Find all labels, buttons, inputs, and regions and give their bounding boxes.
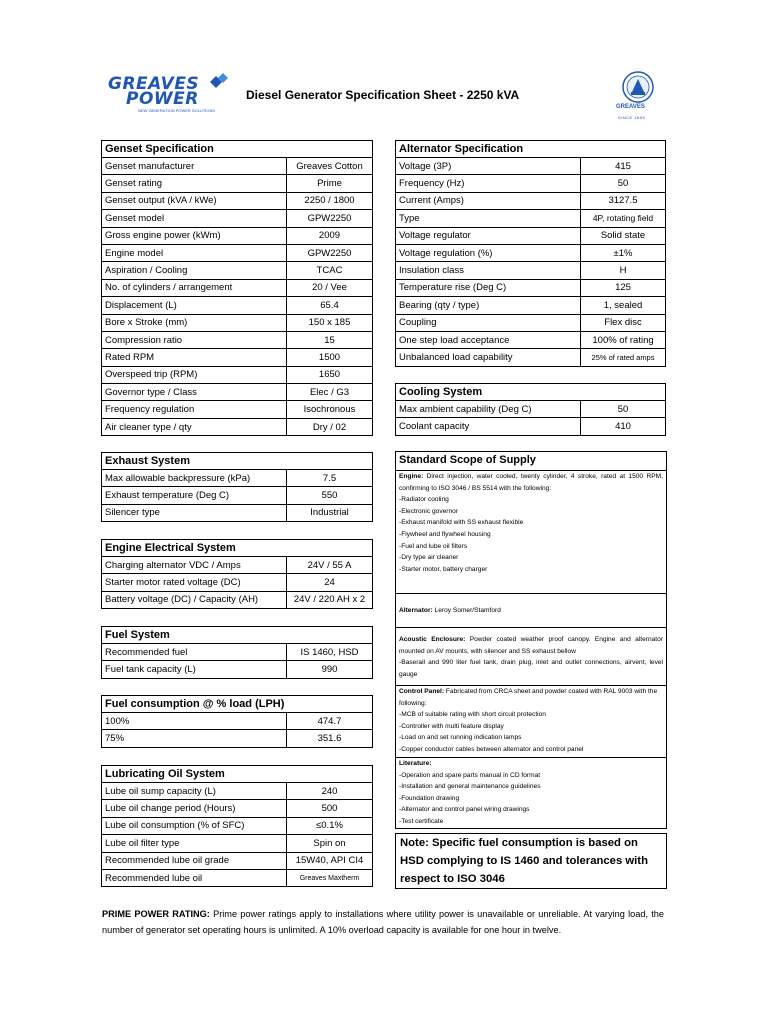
row-value: 550	[287, 487, 373, 504]
list-item: -Exhaust manifold with SS exhaust flexible	[399, 519, 524, 527]
row-value: GPW2250	[287, 210, 373, 227]
table-row	[102, 401, 373, 418]
table-row	[396, 331, 666, 348]
list-item: -Flywheel and flywheel housing	[399, 530, 491, 538]
cooling-system-title: Cooling System	[396, 384, 666, 401]
row-label: Lube oil sump capacity (L)	[102, 783, 287, 800]
table-row	[396, 418, 666, 435]
lubricating-oil-table	[101, 765, 373, 887]
row-label: Lube oil filter type	[102, 835, 287, 852]
table-row	[102, 331, 373, 348]
row-label: Temperature rise (Deg C)	[396, 279, 581, 296]
row-value: Industrial	[287, 504, 373, 521]
table-row	[102, 852, 373, 869]
table-row	[102, 835, 373, 852]
table-row	[102, 262, 373, 279]
row-value: Greaves Maxtherm	[287, 869, 373, 886]
scope-alternator-text: Leroy Somer/Stamford	[434, 607, 501, 614]
row-value: Prime	[287, 175, 373, 192]
row-label: Genset output (kVA / kWe)	[102, 192, 287, 209]
table-row	[102, 314, 373, 331]
list-item: -MCB of suitable rating with short circuit protection	[399, 711, 546, 719]
row-value: 3127.5	[581, 192, 666, 209]
row-value: Elec / G3	[287, 384, 373, 401]
logo-tagline: NEW GENERATION POWER SOLUTIONS	[138, 108, 216, 113]
row-value: 1650	[287, 366, 373, 383]
lubricating-oil-title: Lubricating Oil System	[102, 766, 373, 783]
table-row	[102, 384, 373, 401]
table-row	[102, 244, 373, 261]
list-item: -Dry type air cleaner	[399, 554, 459, 562]
cooling-system-table	[395, 383, 666, 436]
table-row	[102, 574, 373, 591]
engine-electrical-title: Engine Electrical System	[102, 540, 373, 557]
genset-spec-table	[101, 140, 373, 436]
table-row	[102, 817, 373, 834]
row-label: Fuel tank capacity (L)	[102, 661, 287, 678]
fuel-consumption-table	[101, 695, 373, 748]
exhaust-system-table	[101, 452, 373, 522]
standard-scope-of-supply	[395, 451, 667, 829]
row-value: Spin on	[287, 835, 373, 852]
scope-engine-block	[396, 471, 666, 594]
row-label: Silencer type	[102, 504, 287, 521]
row-value: 24	[287, 574, 373, 591]
logo-diamond-icon	[204, 72, 230, 92]
row-label: 75%	[102, 730, 287, 747]
fuel-system-title: Fuel System	[102, 627, 373, 644]
fuel-consumption-title: Fuel consumption @ % load (LPH)	[102, 696, 373, 713]
row-label: Voltage (3P)	[396, 158, 581, 175]
table-row	[396, 210, 666, 227]
row-label: Frequency regulation	[102, 401, 287, 418]
table-row	[102, 783, 373, 800]
row-value: 150 x 185	[287, 314, 373, 331]
document-title: Diesel Generator Specification Sheet - 2250 kVA	[246, 88, 520, 102]
row-label: Voltage regulation (%)	[396, 244, 581, 261]
table-row	[102, 227, 373, 244]
row-label: Max allowable backpressure (kPa)	[102, 470, 287, 487]
row-label: Genset model	[102, 210, 287, 227]
row-label: Compression ratio	[102, 331, 287, 348]
list-item: -Foundation drawing	[399, 794, 460, 802]
row-label: Charging alternator VDC / Amps	[102, 557, 287, 574]
prime-power-text: Prime power ratings apply to installations where utility power is unavailable or unreliable. At varying load, the number of generator set operating hours is unlimited. A 10% overload capacity is available for one hour in twelve.	[102, 909, 664, 935]
row-label: Rated RPM	[102, 349, 287, 366]
scope-control-intro	[399, 686, 663, 709]
table-row	[102, 713, 373, 730]
row-label: Battery voltage (DC) / Capacity (AH)	[102, 591, 287, 608]
row-value: 474.7	[287, 713, 373, 730]
row-value: 24V / 220 AH x 2	[287, 591, 373, 608]
table-row	[102, 158, 373, 175]
table-row	[102, 470, 373, 487]
row-label: Bearing (qty / type)	[396, 297, 581, 314]
scope-alternator-label: Alternator:	[399, 607, 433, 614]
row-value: 25% of rated amps	[581, 349, 666, 366]
table-row	[396, 349, 666, 366]
row-value: Solid state	[581, 227, 666, 244]
genset-spec-title: Genset Specification	[102, 141, 373, 158]
table-row	[396, 262, 666, 279]
scope-acoustic-label: Acoustic Enclosure:	[399, 636, 466, 643]
row-label: Genset rating	[102, 175, 287, 192]
row-label: Gross engine power (kWm)	[102, 227, 287, 244]
row-value: 415	[581, 158, 666, 175]
row-label: Frequency (Hz)	[396, 175, 581, 192]
row-label: Engine model	[102, 244, 287, 261]
alternator-spec-title: Alternator Specification	[396, 141, 666, 158]
scope-engine-intro	[399, 471, 663, 494]
emblem-seal-icon	[618, 70, 658, 104]
scope-title: Standard Scope of Supply	[396, 452, 666, 471]
row-label: Current (Amps)	[396, 192, 581, 209]
row-value: ±1%	[581, 244, 666, 261]
row-value: 100% of rating	[581, 331, 666, 348]
fuel-system-table	[101, 626, 373, 679]
table-row	[102, 297, 373, 314]
scope-literature-label: Literature:	[399, 760, 432, 767]
table-row	[396, 314, 666, 331]
row-label: Lube oil change period (Hours)	[102, 800, 287, 817]
table-row	[102, 800, 373, 817]
row-label: No. of cylinders / arrangement	[102, 279, 287, 296]
table-row	[396, 401, 666, 418]
table-row	[396, 297, 666, 314]
row-value: H	[581, 262, 666, 279]
row-value: 7.5	[287, 470, 373, 487]
row-value: 2009	[287, 227, 373, 244]
list-item: -Controller with multi feature display	[399, 722, 504, 730]
list-item: -Load on and set running indication lamps	[399, 734, 522, 742]
row-value: 50	[581, 401, 666, 418]
row-label: Unbalanced load capability	[396, 349, 581, 366]
row-value: 410	[581, 418, 666, 435]
row-value: 4P, rotating field	[581, 210, 666, 227]
row-label: Recommended fuel	[102, 644, 287, 661]
table-row	[396, 279, 666, 296]
row-value: Isochronous	[287, 401, 373, 418]
row-label: Starter motor rated voltage (DC)	[102, 574, 287, 591]
scope-control-text: Fabricated from CRCA sheet and powder coated with RAL 9003 with the following:	[399, 688, 658, 707]
row-label: Genset manufacturer	[102, 158, 287, 175]
row-value: TCAC	[287, 262, 373, 279]
row-label: Max ambient capability (Deg C)	[396, 401, 581, 418]
row-value: 2250 / 1800	[287, 192, 373, 209]
row-value: 15	[287, 331, 373, 348]
row-label: Overspeed trip (RPM)	[102, 366, 287, 383]
table-row	[102, 557, 373, 574]
list-item: -Baserail and 990 liter fuel tank, drain plug, inlet and outlet connections, airvent, level gauge	[399, 659, 663, 678]
prime-power-rating	[102, 906, 664, 938]
table-row	[396, 192, 666, 209]
table-row	[102, 418, 373, 435]
row-value: 500	[287, 800, 373, 817]
table-row	[396, 158, 666, 175]
row-value: ≤0.1%	[287, 817, 373, 834]
row-value: 990	[287, 661, 373, 678]
scope-acoustic-block	[396, 628, 666, 686]
scope-acoustic-text: Powder coated weather proof canopy. Engine and alternator mounted on AV mounts, with silencer and SS exhaust bellow	[399, 636, 663, 655]
scope-control-panel-block	[396, 686, 666, 758]
row-value: 351.6	[287, 730, 373, 747]
scope-alternator-block	[396, 594, 666, 628]
row-value: 50	[581, 175, 666, 192]
row-label: One step load acceptance	[396, 331, 581, 348]
table-row	[102, 349, 373, 366]
row-value: IS 1460, HSD	[287, 644, 373, 661]
table-row	[102, 279, 373, 296]
list-item: -Starter motor, battery charger	[399, 565, 488, 573]
logo-text-greaves: GREAVES	[108, 74, 200, 94]
list-item: -Electronic governor	[399, 507, 459, 515]
list-item: -Operation and spare parts manual in CD format	[399, 771, 541, 779]
row-label: 100%	[102, 713, 287, 730]
table-row	[102, 175, 373, 192]
row-value: 1, sealed	[581, 297, 666, 314]
greaves-power-logo	[108, 72, 236, 118]
row-value: 15W40, API CI4	[287, 852, 373, 869]
logo-text-power: POWER	[126, 89, 199, 109]
row-label: Displacement (L)	[102, 297, 287, 314]
table-row	[396, 244, 666, 261]
table-row	[102, 661, 373, 678]
row-value: 240	[287, 783, 373, 800]
table-row	[102, 487, 373, 504]
exhaust-system-title: Exhaust System	[102, 453, 373, 470]
fuel-consumption-note: Note: Specific fuel consumption is based on HSD complying to IS 1460 and tolerances with respect to ISO 3046	[395, 833, 667, 889]
row-value: 24V / 55 A	[287, 557, 373, 574]
list-item: -Installation and general maintenance guidelines	[399, 783, 541, 791]
row-label: Recommended lube oil	[102, 869, 287, 886]
row-label: Coolant capacity	[396, 418, 581, 435]
row-value: 125	[581, 279, 666, 296]
table-row	[396, 227, 666, 244]
table-row	[102, 591, 373, 608]
row-label: Lube oil consumption (% of SFC)	[102, 817, 287, 834]
row-label: Air cleaner type / qty	[102, 418, 287, 435]
row-label: Voltage regulator	[396, 227, 581, 244]
greaves-emblem	[614, 70, 662, 126]
table-row	[102, 730, 373, 747]
table-row	[102, 644, 373, 661]
row-value: 20 / Vee	[287, 279, 373, 296]
row-label: Type	[396, 210, 581, 227]
row-value: 1500	[287, 349, 373, 366]
table-row	[102, 504, 373, 521]
table-row	[102, 210, 373, 227]
row-value: Greaves Cotton	[287, 158, 373, 175]
list-item: -Fuel and lube oil filters	[399, 542, 468, 550]
list-item: -Copper conductor cables between alternator and control panel	[399, 745, 584, 753]
list-item: -Alternator and control panel wiring drawings	[399, 806, 530, 814]
scope-engine-label: Engine:	[399, 473, 424, 480]
row-label: Aspiration / Cooling	[102, 262, 287, 279]
row-value: GPW2250	[287, 244, 373, 261]
row-label: Bore x Stroke (mm)	[102, 314, 287, 331]
scope-engine-text: Direct injection, water cooled, twenty cylinder, 4 stroke, rated at 1500 RPM, confirming to ISO 3046 / BS 5514 with the following:	[399, 473, 663, 492]
row-label: Recommended lube oil grade	[102, 852, 287, 869]
alternator-spec-table	[395, 140, 666, 367]
row-label: Exhaust temperature (Deg C)	[102, 487, 287, 504]
scope-control-label: Control Panel:	[399, 688, 445, 695]
scope-literature-block	[396, 758, 666, 828]
row-value: 65.4	[287, 297, 373, 314]
engine-electrical-table	[101, 539, 373, 609]
table-row	[102, 869, 373, 886]
emblem-name: GREAVES	[616, 104, 645, 110]
list-item: -Test certificate	[399, 817, 444, 825]
row-label: Insulation class	[396, 262, 581, 279]
table-row	[102, 192, 373, 209]
emblem-since: SINCE 1859	[618, 115, 646, 120]
row-label: Governor type / Class	[102, 384, 287, 401]
row-value: Dry / 02	[287, 418, 373, 435]
table-row	[396, 175, 666, 192]
table-row	[102, 366, 373, 383]
list-item: -Radiator cooling	[399, 496, 449, 504]
prime-power-label: PRIME POWER RATING:	[102, 909, 210, 919]
row-value: Flex disc	[581, 314, 666, 331]
row-label: Coupling	[396, 314, 581, 331]
